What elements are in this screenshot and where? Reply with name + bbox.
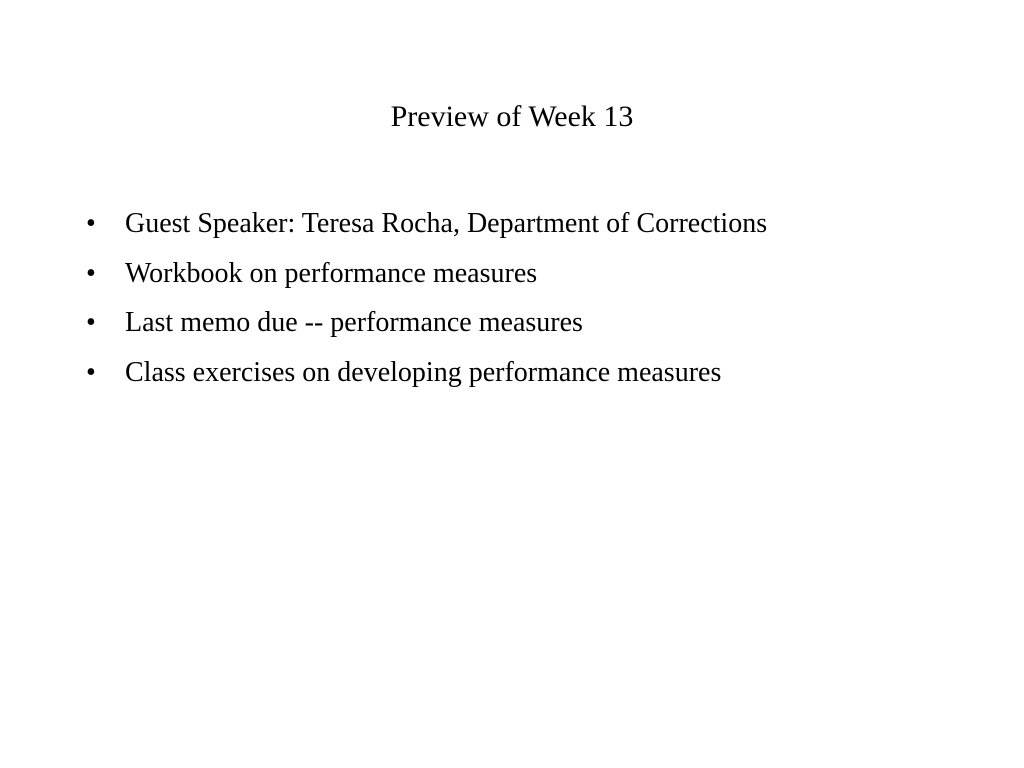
bullet-text: Guest Speaker: Teresa Rocha, Department of Corrections — [125, 208, 768, 239]
list-item — [86, 303, 986, 353]
bullet-text: Class exercises on developing performance measures — [125, 356, 722, 388]
slide-title: Preview of Week 13 — [390, 100, 634, 133]
bullet-icon: • — [86, 257, 96, 289]
bullet-list — [86, 204, 986, 402]
list-item — [86, 353, 986, 403]
bullet-text: Workbook on performance measures — [125, 257, 538, 289]
bullet-text: Last memo due -- performance measures — [125, 307, 583, 338]
list-item — [86, 254, 986, 304]
bullet-icon: • — [86, 356, 96, 388]
bullet-icon: • — [86, 307, 96, 338]
list-item — [86, 204, 986, 254]
bullet-icon: • — [86, 208, 96, 239]
